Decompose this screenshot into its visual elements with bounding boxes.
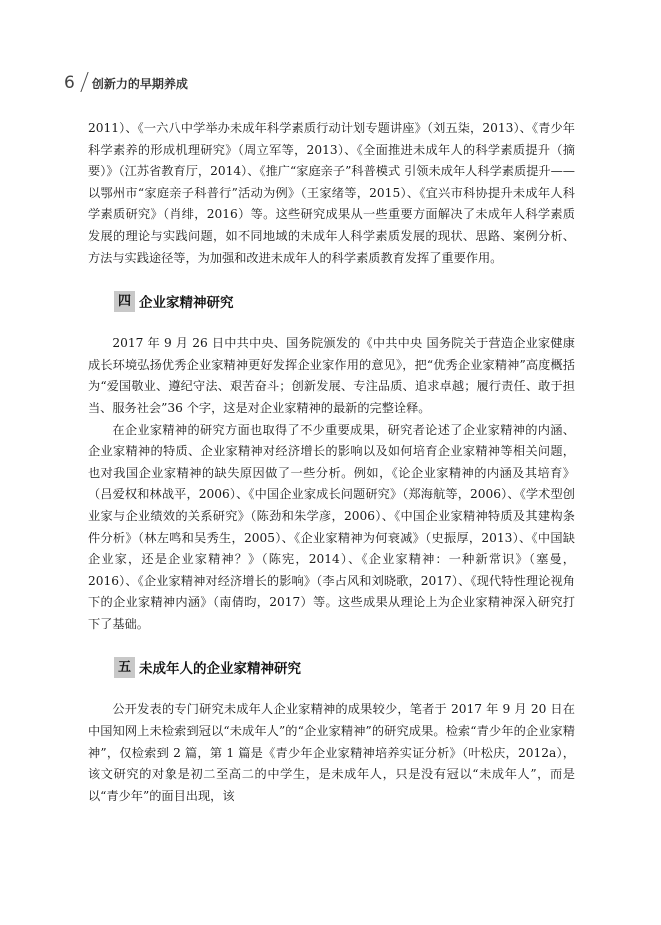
page-number: 6 — [64, 73, 75, 93]
paragraph: 2017 年 9 月 26 日中共中央、国务院颁发的《中共中央 国务院关于营造企业家健康成长环境弘扬优秀企业家精神更好发挥企业家作用的意见》，把“优秀企业家精神”高度概括为“爱国敬业、遵纪守法、艰苦奋斗；创新发展、专注品质、追求卓越；履行责任、敢于担当、服务社会”36 个字，这是对企业家精神的最新的完整诠释。 — [88, 336, 575, 415]
header-divider — [80, 72, 88, 92]
paragraph: 在企业家精神的研究方面也取得了不少重要成果，研究者论述了企业家精神的内涵、企业家精神的特质、企业家精神对经济增长的影响以及如何培育企业家精神等相关问题，也对我国企业家精神的缺失原因做了一些分析。例如，《论企业家精神的内涵及其培育》（吕爱权和林战平，2006）、《中国企业家成长问题研究》（郑海航等，2006）、《学术型创业家与企业绩效的关系研究》（陈劲和朱学彦，2006）、《中国企业家精神特质及其建构条件分析》（林左鸣和吴秀生，2005）、《企业家精神为何衰减》（史振厚，2013）、《中国缺企业家，还是企业家精神？》（陈宪，2014）、《企业家精神：一种新常识》（塞曼，2016）、《企业家精神对经济增长的影响》（李占风和刘晓歌，2017）、《现代特性理论视角下的企业家精神内涵》（南倩昀，2017）等。这些成果从理论上为企业家精神深入研究打下了基础。 — [88, 422, 575, 631]
running-header — [64, 70, 188, 92]
section-heading-5 — [114, 655, 575, 679]
running-title: 创新力的早期养成 — [91, 77, 188, 91]
section-number-badge: 五 — [114, 657, 135, 678]
section-number-badge: 四 — [114, 291, 135, 312]
section-title: 未成年人的企业家精神研究 — [139, 661, 302, 678]
paragraph-continued: 2011）、《一六八中学举办未成年科学素质行动计划专题讲座》（刘五柒，2013）、《青少年科学素养的形成机理研究》（周立军等，2013）、《全面推进未成年人的科学素质提升（摘要）》（江苏省教育厅，2014）、《推广“家庭亲子”科普模式 引领未成年人科学素质提升——以鄂州市“家庭亲子科普行”活动为例》（王家绪等，2015）、《宜兴市科协提升未成年人科学素质研究》（肖绯，2016）等。这些研究成果从一些重要方面解决了未成年人科学素质发展的理论与实践问题，如不同地域的未成年人科学素质发展的现状、思路、案例分析、方法与实践途径等，为加强和改进未成年人的科学素质教育发挥了重要作用。 — [88, 121, 575, 265]
paragraph: 公开发表的专门研究未成年人企业家精神的成果较少，笔者于 2017 年 9 月 20 日在中国知网上未检索到冠以“未成年人”的“企业家精神”的研究成果。检索“青少年的企业家精神”，仅检索到 2 篇，第 1 篇是《青少年企业家精神培养实证分析》（叶松庆，2012a），该文研究的对象是初二至高二的中学生，是未成年人，只是没有冠以“未成年人”，而是以“青少年”的面目出现，该 — [88, 702, 575, 803]
section-title: 企业家精神研究 — [139, 295, 234, 312]
page-body — [88, 118, 575, 807]
section-heading-4 — [114, 289, 575, 313]
